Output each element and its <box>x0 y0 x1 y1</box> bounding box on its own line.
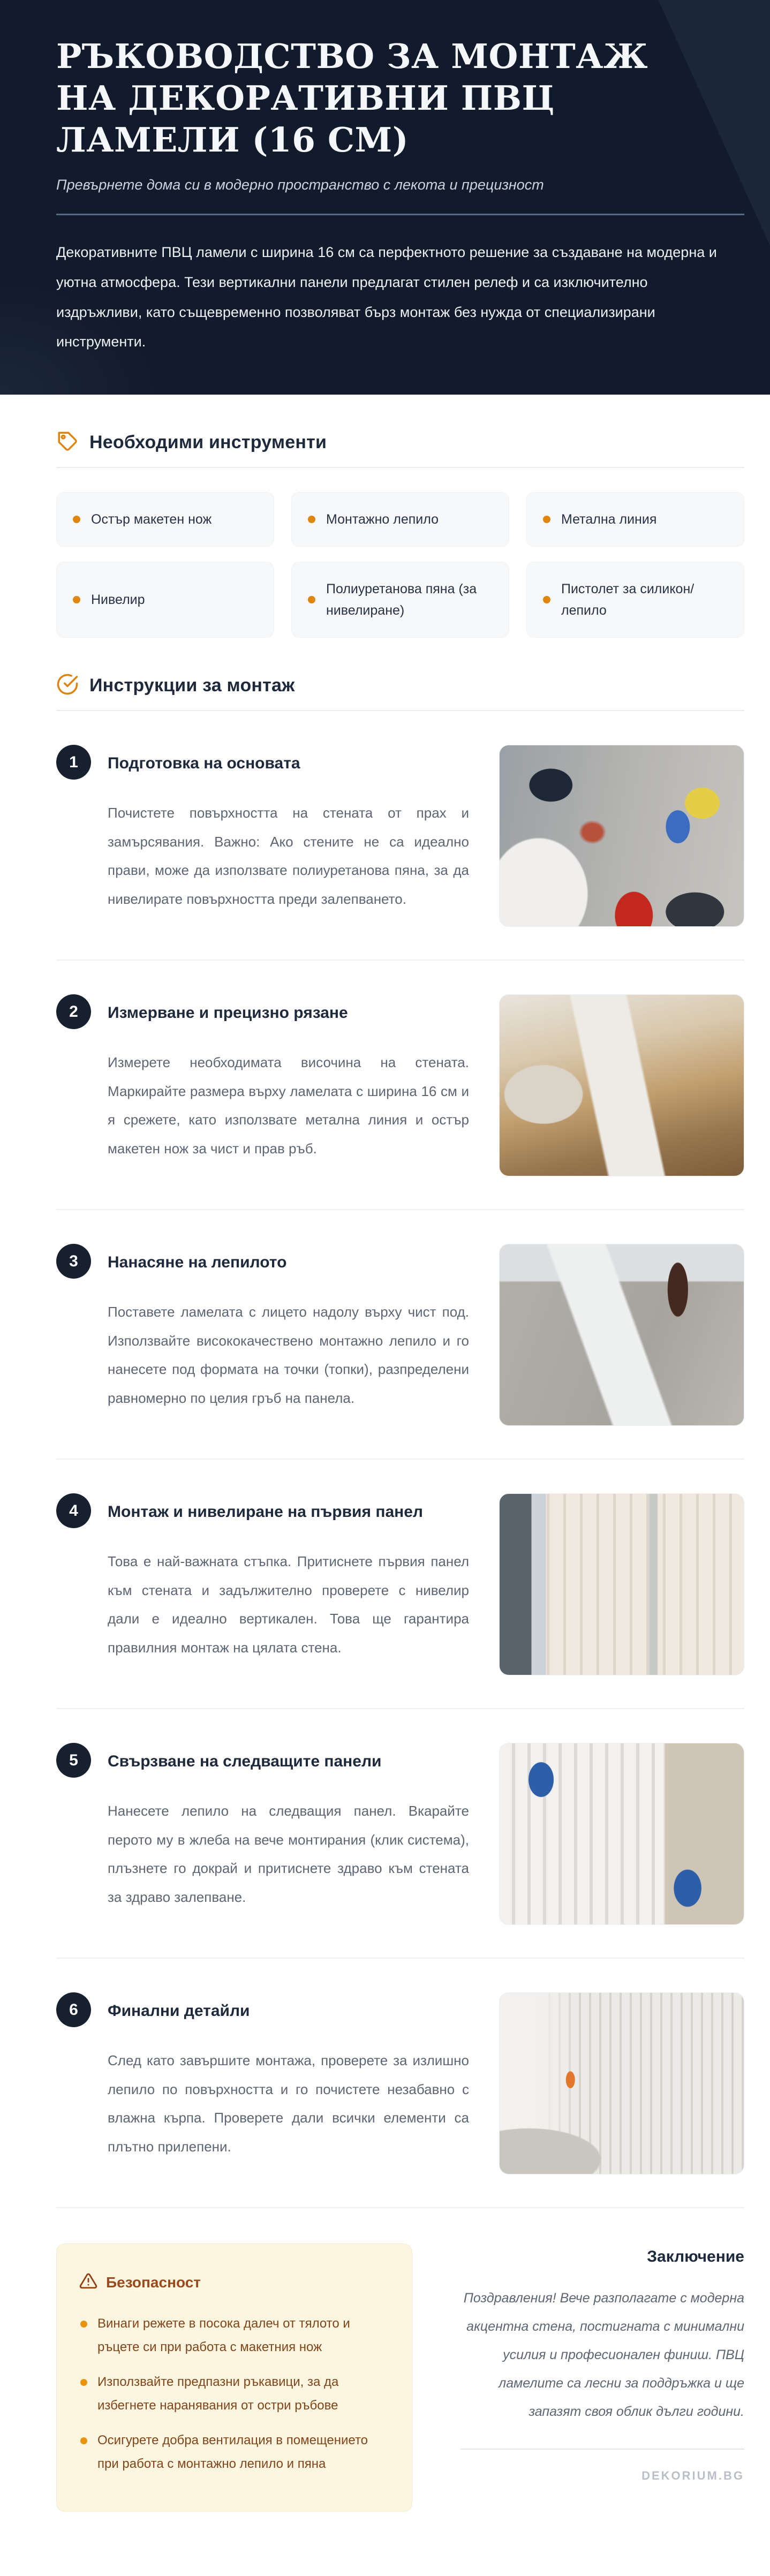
tool-card <box>526 492 744 547</box>
tool-card <box>56 492 274 547</box>
warning-triangle-icon <box>79 2272 97 2293</box>
step-row-1 <box>56 711 744 960</box>
conclusion-section <box>461 2243 744 2512</box>
step-number-badge <box>56 994 91 1029</box>
safety-list <box>79 2312 389 2476</box>
bullet-dot-icon <box>543 516 550 523</box>
step-number-badge <box>56 1493 91 1528</box>
tools-section <box>56 430 744 638</box>
step-divider <box>56 2207 744 2208</box>
step-number: 2 <box>69 1002 78 1021</box>
step-title: Нанасяне на лепилото <box>108 1253 287 1271</box>
hero-divider <box>56 214 744 215</box>
step-number-badge <box>56 1244 91 1279</box>
hero-header <box>0 0 770 395</box>
tools-heading-rule <box>56 467 744 468</box>
step-description: Измерете необходимата височина на стената. Маркирайте размера върху ламелата с ширина 16 см и я срежете, като използвате метална линия и остър макетен нож за чист и прав ръб. <box>108 1054 469 1157</box>
footer-divider <box>461 2449 744 2450</box>
step-number-badge <box>56 1743 91 1778</box>
step-title: Финални детайли <box>108 2002 250 2020</box>
step-row-2 <box>56 961 744 1209</box>
step-row-3 <box>56 1210 744 1459</box>
step-photo-level-check <box>499 1493 744 1675</box>
step-title: Монтаж и нивелиране на първия панел <box>108 1503 423 1521</box>
step-photo-panel-joining <box>499 1743 744 1925</box>
step-row-4 <box>56 1460 744 1708</box>
tools-heading: Необходими инструменти <box>89 432 327 452</box>
brand-footer: DEKORIUM.BG <box>641 2469 744 2482</box>
tool-label: Монтажно лепило <box>326 512 439 527</box>
safety-heading: Безопасност <box>106 2273 201 2291</box>
step-photo-panel-cutting <box>499 994 744 1176</box>
tool-label: Нивелир <box>91 592 145 607</box>
step-number-badge <box>56 745 91 780</box>
step-description: Това е най-важната стъпка. Притиснете първия панел към стената и задължително проверете с нивелир дали е идеално вертикален. Това ще гарантира правилния монтаж на цялата стена. <box>108 1553 469 1656</box>
tool-label: Остър макетен нож <box>91 512 212 527</box>
safety-item: Винаги режете в посока далеч от тялото и ръцете си при работа с макетния нож <box>79 2312 389 2360</box>
tool-label: Пистолет за силикон/ лепило <box>561 581 694 618</box>
step-number: 3 <box>69 1252 78 1270</box>
step-row-6 <box>56 1959 744 2207</box>
instructions-heading: Инструкции за монтаж <box>89 675 295 696</box>
step-row-5 <box>56 1709 744 1958</box>
step-number: 4 <box>69 1501 78 1520</box>
step-description: След като завършите монтажа, проверете за излишно лепило по повърхността и го почистете незабавно с влажна кърпа. Проверете дали всички елементи са плътно прилепени. <box>108 2052 469 2155</box>
step-number-badge <box>56 1992 91 2027</box>
instructions-section <box>56 673 744 2576</box>
page-subtitle: Превърнете дома си в модерно пространство с лекота и прецизност <box>56 177 544 193</box>
step-title: Свързване на следващите панели <box>108 1752 382 1770</box>
tool-label: Метална линия <box>561 512 657 527</box>
tool-label: Полиуретанова пяна (за нивелиране) <box>326 581 477 618</box>
step-description: Почистете повърхността на стената от прах и замърсявания. Важно: Ако стените не са идеално прави, може да използвате полиуретанова пяна, за да нивелирате повърхността преди залепването. <box>108 805 469 907</box>
check-circle-icon <box>56 673 79 698</box>
conclusion-heading: Заключение <box>647 2248 744 2265</box>
safety-card <box>56 2243 412 2512</box>
bullet-dot-icon <box>543 596 550 603</box>
step-photo-wall-cleaning <box>499 745 744 927</box>
tool-card <box>291 562 509 638</box>
tool-card <box>56 562 274 638</box>
intro-paragraph: Декоративните ПВЦ ламели с ширина 16 см са перфектното решение за създаване на модерна и уютна атмосфера. Тези вертикални панели предлагат стилен релеф и са изключително издръжливи, като същевременно позволяват бърз монтаж без нужда от специализирани инструменти. <box>56 244 717 350</box>
step-title: Измерване и прецизно рязане <box>108 1004 348 1022</box>
page-title: РЪКОВОДСТВО ЗА МОНТАЖ НА ДЕКОРАТИВНИ ПВЦ ЛАМЕЛИ (16 СМ) <box>56 36 648 160</box>
step-title: Подготовка на основата <box>108 754 300 772</box>
step-description: Нанесете лепило на следващия панел. Вкарайте перото му в жлеба на вече монтирания (клик система), плъзнете го докрай и притиснете здраво към стената за здраво залепване. <box>108 1803 469 1905</box>
bullet-dot-icon <box>308 596 315 603</box>
step-number: 1 <box>69 753 78 771</box>
tag-icon <box>56 430 79 455</box>
step-photo-finished-wall <box>499 1992 744 2174</box>
conclusion-paragraph: Поздравления! Вече разполагате с модерна акцентна стена, постигната с минимални усилия и професионален финиш. ПВЦ ламелите са лесни за поддръжка и ще запазят своя облик дълги години. <box>463 2291 744 2419</box>
safety-item: Осигурете добра вентилация в помещението при работа с монтажно лепило и пяна <box>79 2429 389 2476</box>
step-description: Поставете ламелата с лицето надолу върху чист под. Използвайте висококачествено монтажно лепило и го нанесете под формата на точки (топки), разпределени равномерно по целия гръб на панела. <box>108 1304 469 1406</box>
bullet-dot-icon <box>73 516 80 523</box>
tools-grid <box>56 492 744 638</box>
bullet-dot-icon <box>73 596 80 603</box>
step-number: 5 <box>69 1751 78 1769</box>
safety-item: Използвайте предпазни ръкавици, за да избегнете наранявания от остри ръбове <box>79 2370 389 2418</box>
step-number: 6 <box>69 2000 78 2019</box>
bullet-dot-icon <box>308 516 315 523</box>
bottom-section <box>56 2243 744 2576</box>
tool-card <box>291 492 509 547</box>
tool-card <box>526 562 744 638</box>
step-photo-adhesive-application <box>499 1244 744 1426</box>
